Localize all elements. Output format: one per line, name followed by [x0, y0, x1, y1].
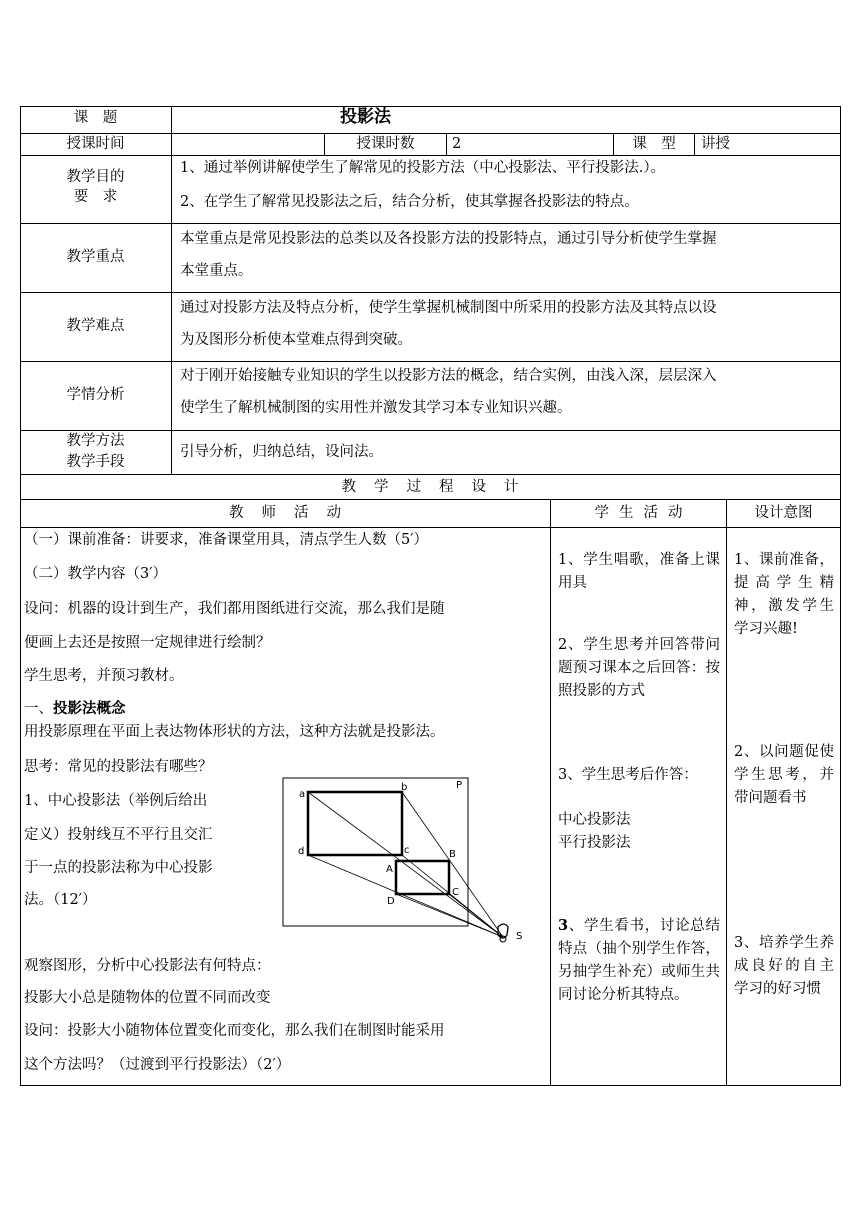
label-a: a [299, 789, 306, 800]
methods-label-1: 教学方法 [66, 433, 125, 449]
topic-title: 投影法 [340, 107, 391, 127]
learner-line: 对于刚开始接触专业知识的学生以投影方法的概念，结合实例，由浅入深，层层深入 [180, 368, 717, 384]
label-d: d [298, 846, 305, 857]
label-D: D [387, 896, 395, 907]
student-answer: 中心投影法 [558, 812, 631, 828]
student-activity-1: 1、学生唱歌，准备上课用具 [558, 552, 720, 591]
rule [20, 361, 840, 362]
student-answer: 平行投影法 [558, 835, 631, 851]
teacher-line: （一）课前准备：讲要求，准备课堂用具，清点学生人数（5′） [24, 532, 429, 548]
teacher-line: 设问：机器的设计到生产，我们都用图纸进行交流，那么我们是随 [24, 601, 445, 617]
difficulties-line: 为及图形分析使本堂难点得到突破。 [180, 332, 412, 348]
rule [171, 106, 172, 475]
central-line: 于一点的投影法称为中心投影 [24, 860, 213, 876]
intent-3: 3、培养学生养成良好的自主学习的好习惯 [734, 935, 834, 997]
student-activity-4 [558, 914, 720, 1007]
label-b: b [401, 782, 408, 793]
key-points-line: 本堂重点是常见投影法的总类以及各投影方法的投影特点，通过引导分析使学生掌握 [180, 231, 717, 247]
question-line: 设问：投影大小随物体位置变化而变化，那么我们在制图时能采用 [24, 1023, 445, 1039]
intent-1: 1、课前准备，提高学生精神，激发学生学习兴趣! [734, 552, 834, 637]
process-title: 教学过程设计 [341, 479, 537, 495]
projection-ray [402, 792, 503, 937]
rule [726, 499, 727, 1086]
rule [20, 474, 840, 475]
projection-ray [308, 855, 503, 937]
hours-value: 2 [452, 136, 462, 152]
rule [20, 499, 840, 500]
col-teacher-header: 教师活动 [229, 505, 359, 521]
learner-label: 学情分析 [66, 387, 125, 403]
difficulties-label: 教学难点 [66, 318, 125, 334]
type-value: 讲授 [701, 136, 730, 152]
rule [446, 133, 447, 156]
section-heading-prefix: 一、 [24, 701, 53, 717]
methods-content: 引导分析，归纳总结，设问法。 [180, 444, 383, 460]
central-line: 1、中心投影法（举例后给出 [24, 793, 208, 809]
type-label: 课 型 [632, 136, 676, 152]
rule [20, 292, 840, 293]
rule [20, 106, 840, 107]
col-student-header: 学生活动 [594, 505, 693, 521]
hours-label: 授课时数 [356, 136, 415, 152]
col-intent-header: 设计意图 [754, 505, 813, 521]
teacher-line: 便画上去还是按照一定规律进行绘制？ [24, 635, 271, 651]
label-B: B [449, 849, 456, 860]
projection-plane [283, 778, 468, 926]
central-line: 法。（12′） [24, 892, 97, 908]
methods-label-2: 教学手段 [66, 454, 125, 470]
difficulties-line: 通过对投影方法及特点分析，使学生掌握机械制图中所采用的投影方法及其特点以设 [180, 300, 717, 316]
objectives-label-1: 教学目的 [66, 169, 125, 185]
rule [20, 223, 840, 224]
objective-item: 1、通过举例讲解使学生了解常见的投影方法（中心投影法、平行投影法.）。 [180, 160, 666, 176]
label-P: P [456, 780, 463, 791]
question-line: 这个方法吗？（过渡到平行投影法）（2′） [24, 1057, 291, 1073]
key-points-line: 本堂重点。 [180, 263, 253, 279]
rule [694, 133, 695, 156]
objectives-label-2: 要 求 [73, 189, 118, 205]
learner-line: 使学生了解机械制图的实用性并激发其学习本专业知识兴趣。 [180, 400, 572, 416]
label-C: C [452, 887, 459, 898]
label-S: S [516, 931, 523, 942]
topic-label: 课 题 [73, 110, 118, 126]
rule [20, 1085, 840, 1086]
teacher-line: （二）教学内容（3′） [24, 566, 168, 582]
objective-item: 2、在学生了解常见投影法之后，结合分析，使其掌握各投影法的特点。 [180, 194, 639, 210]
time-label: 授课时间 [66, 136, 125, 152]
section-heading [24, 699, 126, 719]
projection-ray [396, 894, 503, 937]
section-heading-text: 投影法概念 [53, 700, 126, 717]
intent-2: 2、以问题促使学生思考，并带问题看书 [734, 744, 834, 806]
student-activity-4-text: 、学生看书，讨论总结特点（抽个别学生作答，另抽学生补充）或师生共同讨论分析其特点。 [558, 918, 720, 1003]
key-points-label: 教学重点 [66, 249, 125, 265]
teacher-line: 学生思考，并预习教材。 [24, 668, 184, 684]
rule [840, 106, 841, 1086]
central-projection-figure [280, 775, 530, 955]
student-activity-4-num: 3 [558, 917, 569, 934]
label-A: A [386, 864, 393, 875]
think-line: 思考：常见的投影法有哪些？ [24, 759, 213, 775]
rule [20, 155, 840, 156]
projection-rect [308, 792, 402, 855]
observe-line: 观察图形，分析中心投影法有何特点： [24, 958, 271, 974]
projection-ray [308, 792, 503, 937]
rule [20, 527, 840, 528]
projection-ray [449, 894, 503, 937]
definition-line: 用投影原理在平面上表达物体形状的方法，这种方法就是投影法。 [24, 724, 445, 740]
label-c: c [404, 845, 410, 856]
central-line: 定义）投射线互不平行且交汇 [24, 827, 213, 843]
student-activity-2: 2、学生思考并回答带问题预习课本之后回答：按照投影的方式 [558, 637, 720, 699]
size-rule-line: 投影大小总是随物体的位置不同而改变 [24, 990, 271, 1006]
rule [550, 499, 551, 1086]
student-activity-3: 3、学生思考后作答： [558, 767, 698, 783]
